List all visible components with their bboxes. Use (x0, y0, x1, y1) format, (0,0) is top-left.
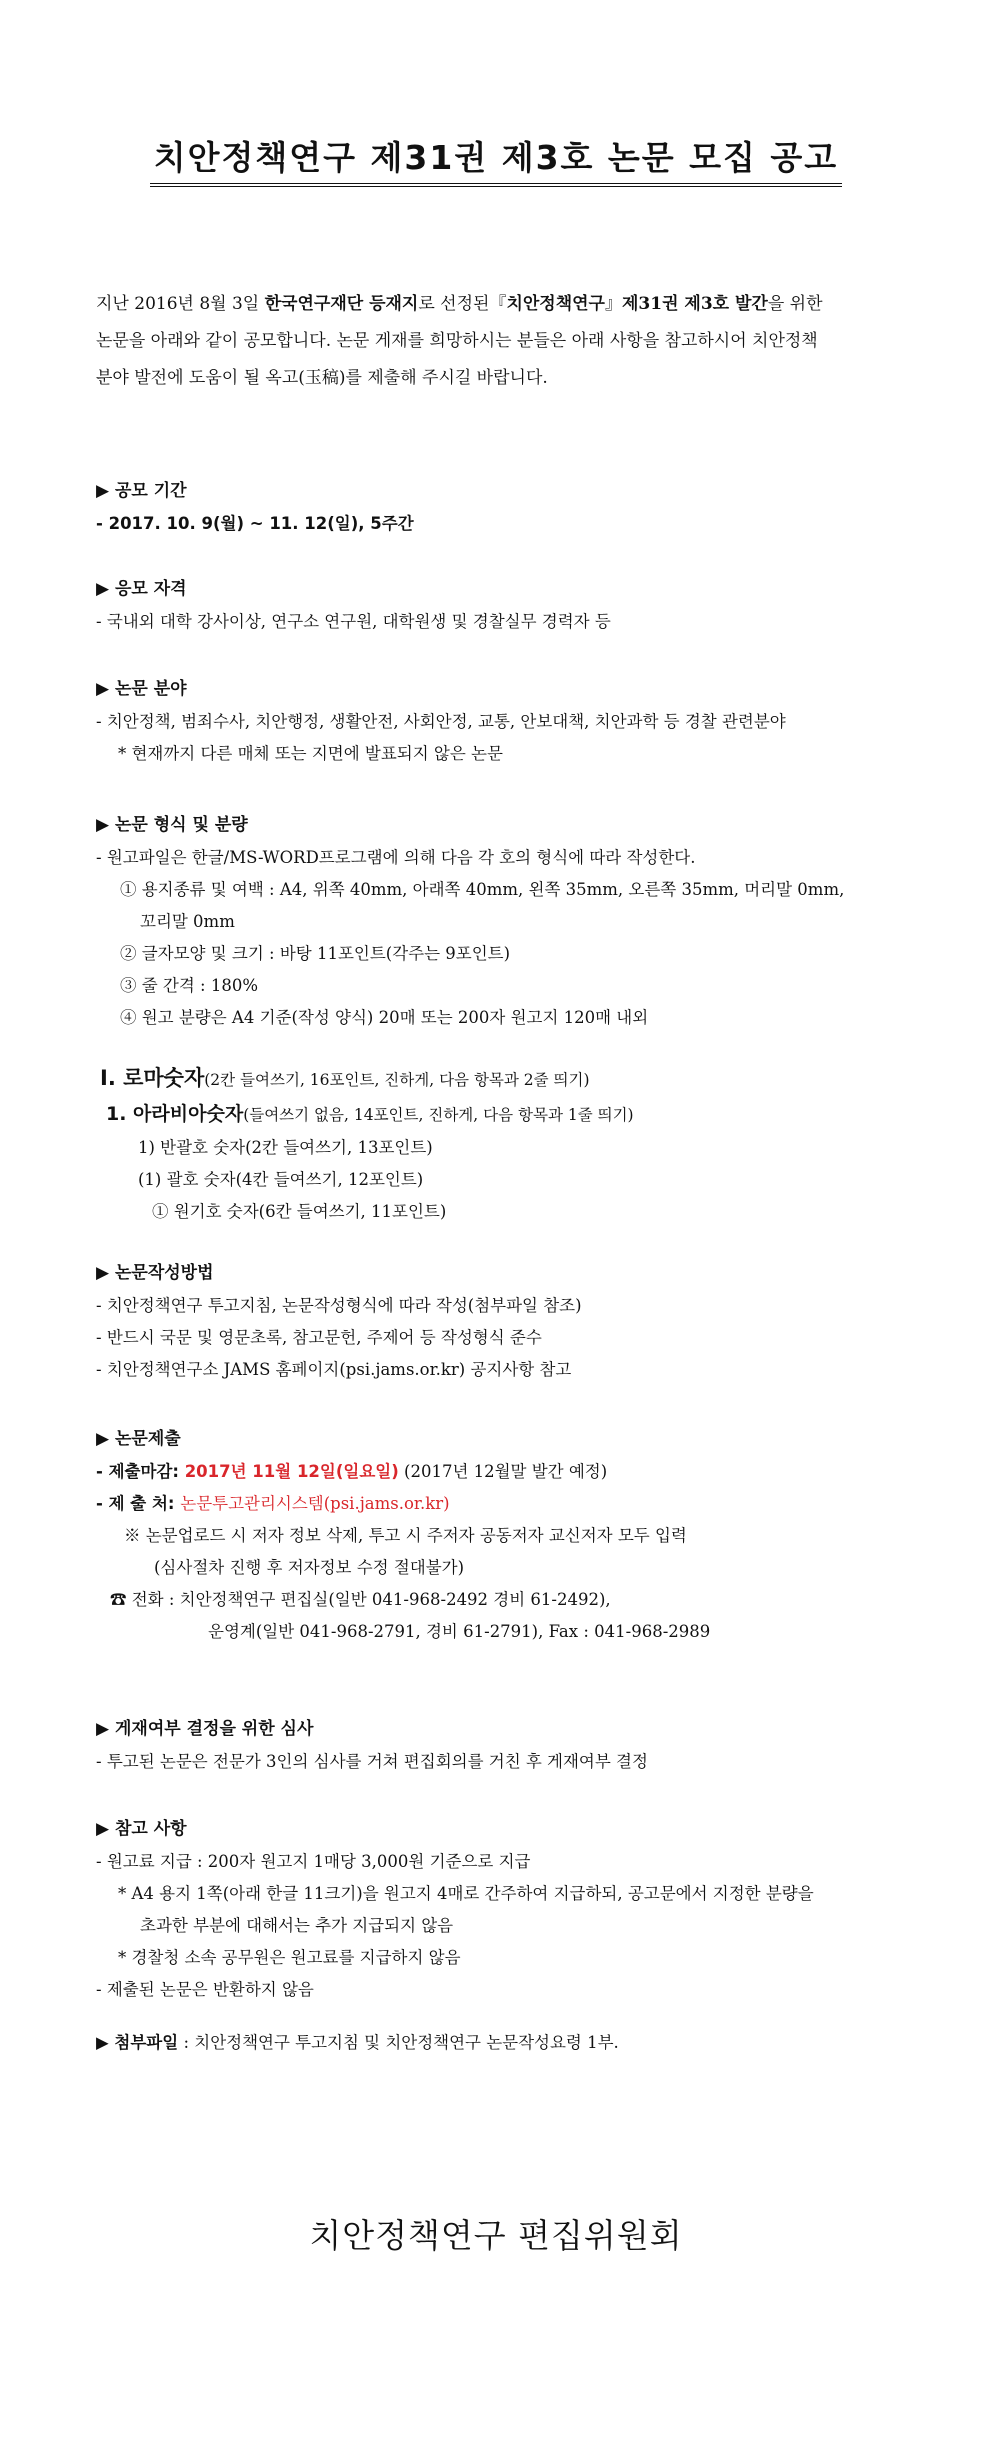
outline-arabic-label: 1. 아라비아숫자 (106, 1103, 244, 1125)
attachment-label: ▶ 첨부파일 (96, 2033, 179, 2052)
section-format (96, 808, 936, 1034)
attachment-line (96, 2026, 936, 2060)
reference-line-2: * A4 용지 1쪽(아래 한글 11크기)을 원고지 4매로 간주하여 지급하되, 공고문에서 지정한 분량을 (118, 1884, 814, 1903)
section-reference (96, 1812, 936, 2006)
section-outline-example (96, 1060, 936, 1228)
intro-line-2: 논문을 아래와 같이 공모합니다. 논문 게재를 희망하시는 분들은 아래 사항을 참고하시어 치안정책 (96, 331, 818, 351)
section-heading: ▶ 논문작성방법 (96, 1263, 214, 1283)
submit-phone-2: 운영계(일반 041-968-2791, 경비 61-2791), Fax : 041-968-2989 (208, 1622, 711, 1641)
section-heading: ▶ 논문 분야 (96, 679, 187, 699)
section-period (96, 474, 936, 540)
section-heading: ▶ 응모 자격 (96, 579, 187, 599)
outline-paren2: (1) 괄호 숫자(4칸 들여쓰기, 12포인트) (138, 1170, 424, 1189)
outline-arabic (96, 1096, 936, 1132)
intro-text: 로 선정된『 (418, 294, 507, 314)
submit-note-1: ※ 논문업로드 시 저자 정보 삭제, 투고 시 주저자 공동저자 교신저자 모두 입력 (124, 1526, 687, 1545)
page-title-text: 치안정책연구 제31권 제3호 논문 모집 공고 (150, 132, 842, 187)
outline-roman-note: (2칸 들여쓰기, 16포인트, 진하게, 다음 항목과 2줄 띄기) (204, 1071, 590, 1089)
submit-deadline (96, 1456, 936, 1488)
format-item-4: ④ 원고 분량은 A4 기준(작성 양식) 20매 또는 200자 원고지 120매 내외 (120, 1008, 649, 1027)
field-note: * 현재까지 다른 매체 또는 지면에 발표되지 않은 논문 (118, 744, 503, 763)
submit-note-2: (심사절차 진행 후 저자정보 수정 절대불가) (154, 1558, 465, 1577)
period-text: - 2017. 10. 9(월) ~ 11. 12(일), 5주간 (96, 514, 414, 533)
intro-text: 지난 2016년 8월 3일 (96, 294, 265, 314)
submit-phone-1: ☎ 전화 : 치안정책연구 편집실(일반 041-968-2492 경비 61-2492), (110, 1590, 611, 1609)
section-review (96, 1712, 936, 1778)
section-heading: ▶ 논문 형식 및 분량 (96, 815, 248, 835)
outline-roman (96, 1060, 936, 1096)
intro-bold-kci: 한국연구재단 등재지 (264, 294, 419, 314)
section-method (96, 1256, 936, 1386)
place-value-link[interactable]: 논문투고관리시스템(psi.jams.or.kr) (180, 1494, 450, 1513)
method-line-2: - 반드시 국문 및 영문초록, 참고문헌, 주제어 등 작성형식 준수 (96, 1328, 542, 1347)
outline-paren1: 1) 반괄호 숫자(2칸 들여쓰기, 13포인트) (138, 1138, 433, 1157)
intro-bold-issue: 제31권 제3호 발간 (621, 294, 768, 314)
eligibility-text: - 국내외 대학 강사이상, 연구소 연구원, 대학원생 및 경찰실무 경력자 등 (96, 612, 611, 631)
intro-line-3: 분야 발전에 도움이 될 옥고(玉稿)를 제출해 주시길 바랍니다. (96, 368, 548, 388)
outline-arabic-note: (들여쓰기 없음, 14포인트, 진하게, 다음 항목과 1줄 띄기) (243, 1106, 634, 1124)
deadline-note: (2017년 12월말 발간 예정) (398, 1462, 608, 1481)
intro-text: 을 위한 (767, 294, 823, 314)
field-text: - 치안정책, 범죄수사, 치안행정, 생활안전, 사회안정, 교통, 안보대책, 치안과학 등 경찰 관련분야 (96, 712, 786, 731)
attachment-text: : 치안정책연구 투고지침 및 치안정책연구 논문작성요령 1부. (178, 2033, 619, 2052)
section-submit (96, 1422, 936, 1648)
format-item-1: ① 용지종류 및 여백 : A4, 위쪽 40mm, 아래쪽 40mm, 왼쪽 35mm, 오른쪽 35mm, 머리말 0mm, (120, 880, 845, 899)
outline-roman-label: Ⅰ. 로마숫자 (100, 1066, 205, 1090)
section-heading: ▶ 논문제출 (96, 1429, 181, 1449)
reference-line-1: - 원고료 지급 : 200자 원고지 1매당 3,000원 기준으로 지급 (96, 1852, 531, 1871)
section-eligibility (96, 572, 936, 638)
format-item-3: ③ 줄 간격 : 180% (120, 976, 259, 995)
section-heading: ▶ 게재여부 결정을 위한 심사 (96, 1719, 314, 1739)
footer-committee: 치안정책연구 편집위원회 (309, 2216, 683, 2255)
method-line-1: - 치안정책연구 투고지침, 논문작성형식에 따라 작성(첨부파일 참조) (96, 1296, 582, 1315)
format-item-1b: 꼬리말 0mm (140, 912, 235, 931)
reference-line-4: * 경찰청 소속 공무원은 원고료를 지급하지 않음 (118, 1948, 461, 1967)
deadline-value: 2017년 11월 12일(일요일) (184, 1462, 399, 1481)
intro-bold-journal: 치안정책연구 (506, 294, 605, 314)
method-line-3: - 치안정책연구소 JAMS 홈페이지(psi.jams.or.kr) 공지사항 참고 (96, 1360, 572, 1379)
page-title (0, 132, 992, 187)
deadline-label: - 제출마감: (96, 1462, 185, 1481)
format-item-2: ② 글자모양 및 크기 : 바탕 11포인트(각주는 9포인트) (120, 944, 511, 963)
section-attachment (96, 2026, 936, 2060)
submit-place (96, 1488, 936, 1520)
section-heading: ▶ 참고 사항 (96, 1819, 187, 1839)
format-text: - 원고파일은 한글/MS-WORD프로그램에 의해 다음 각 호의 형식에 따라 작성한다. (96, 848, 696, 867)
outline-circle: ① 원기호 숫자(6칸 들여쓰기, 11포인트) (152, 1202, 447, 1221)
review-text: - 투고된 논문은 전문가 3인의 심사를 거쳐 편집회의를 거친 후 게재여부 결정 (96, 1752, 648, 1771)
intro-text: 』 (604, 294, 622, 314)
section-heading: ▶ 공모 기간 (96, 481, 187, 501)
section-field (96, 672, 936, 770)
intro-paragraph (96, 286, 904, 397)
reference-line-5: - 제출된 논문은 반환하지 않음 (96, 1980, 314, 1999)
place-label: - 제 출 처: (96, 1494, 181, 1513)
reference-line-3: 초과한 부분에 대해서는 추가 지급되지 않음 (140, 1916, 454, 1935)
